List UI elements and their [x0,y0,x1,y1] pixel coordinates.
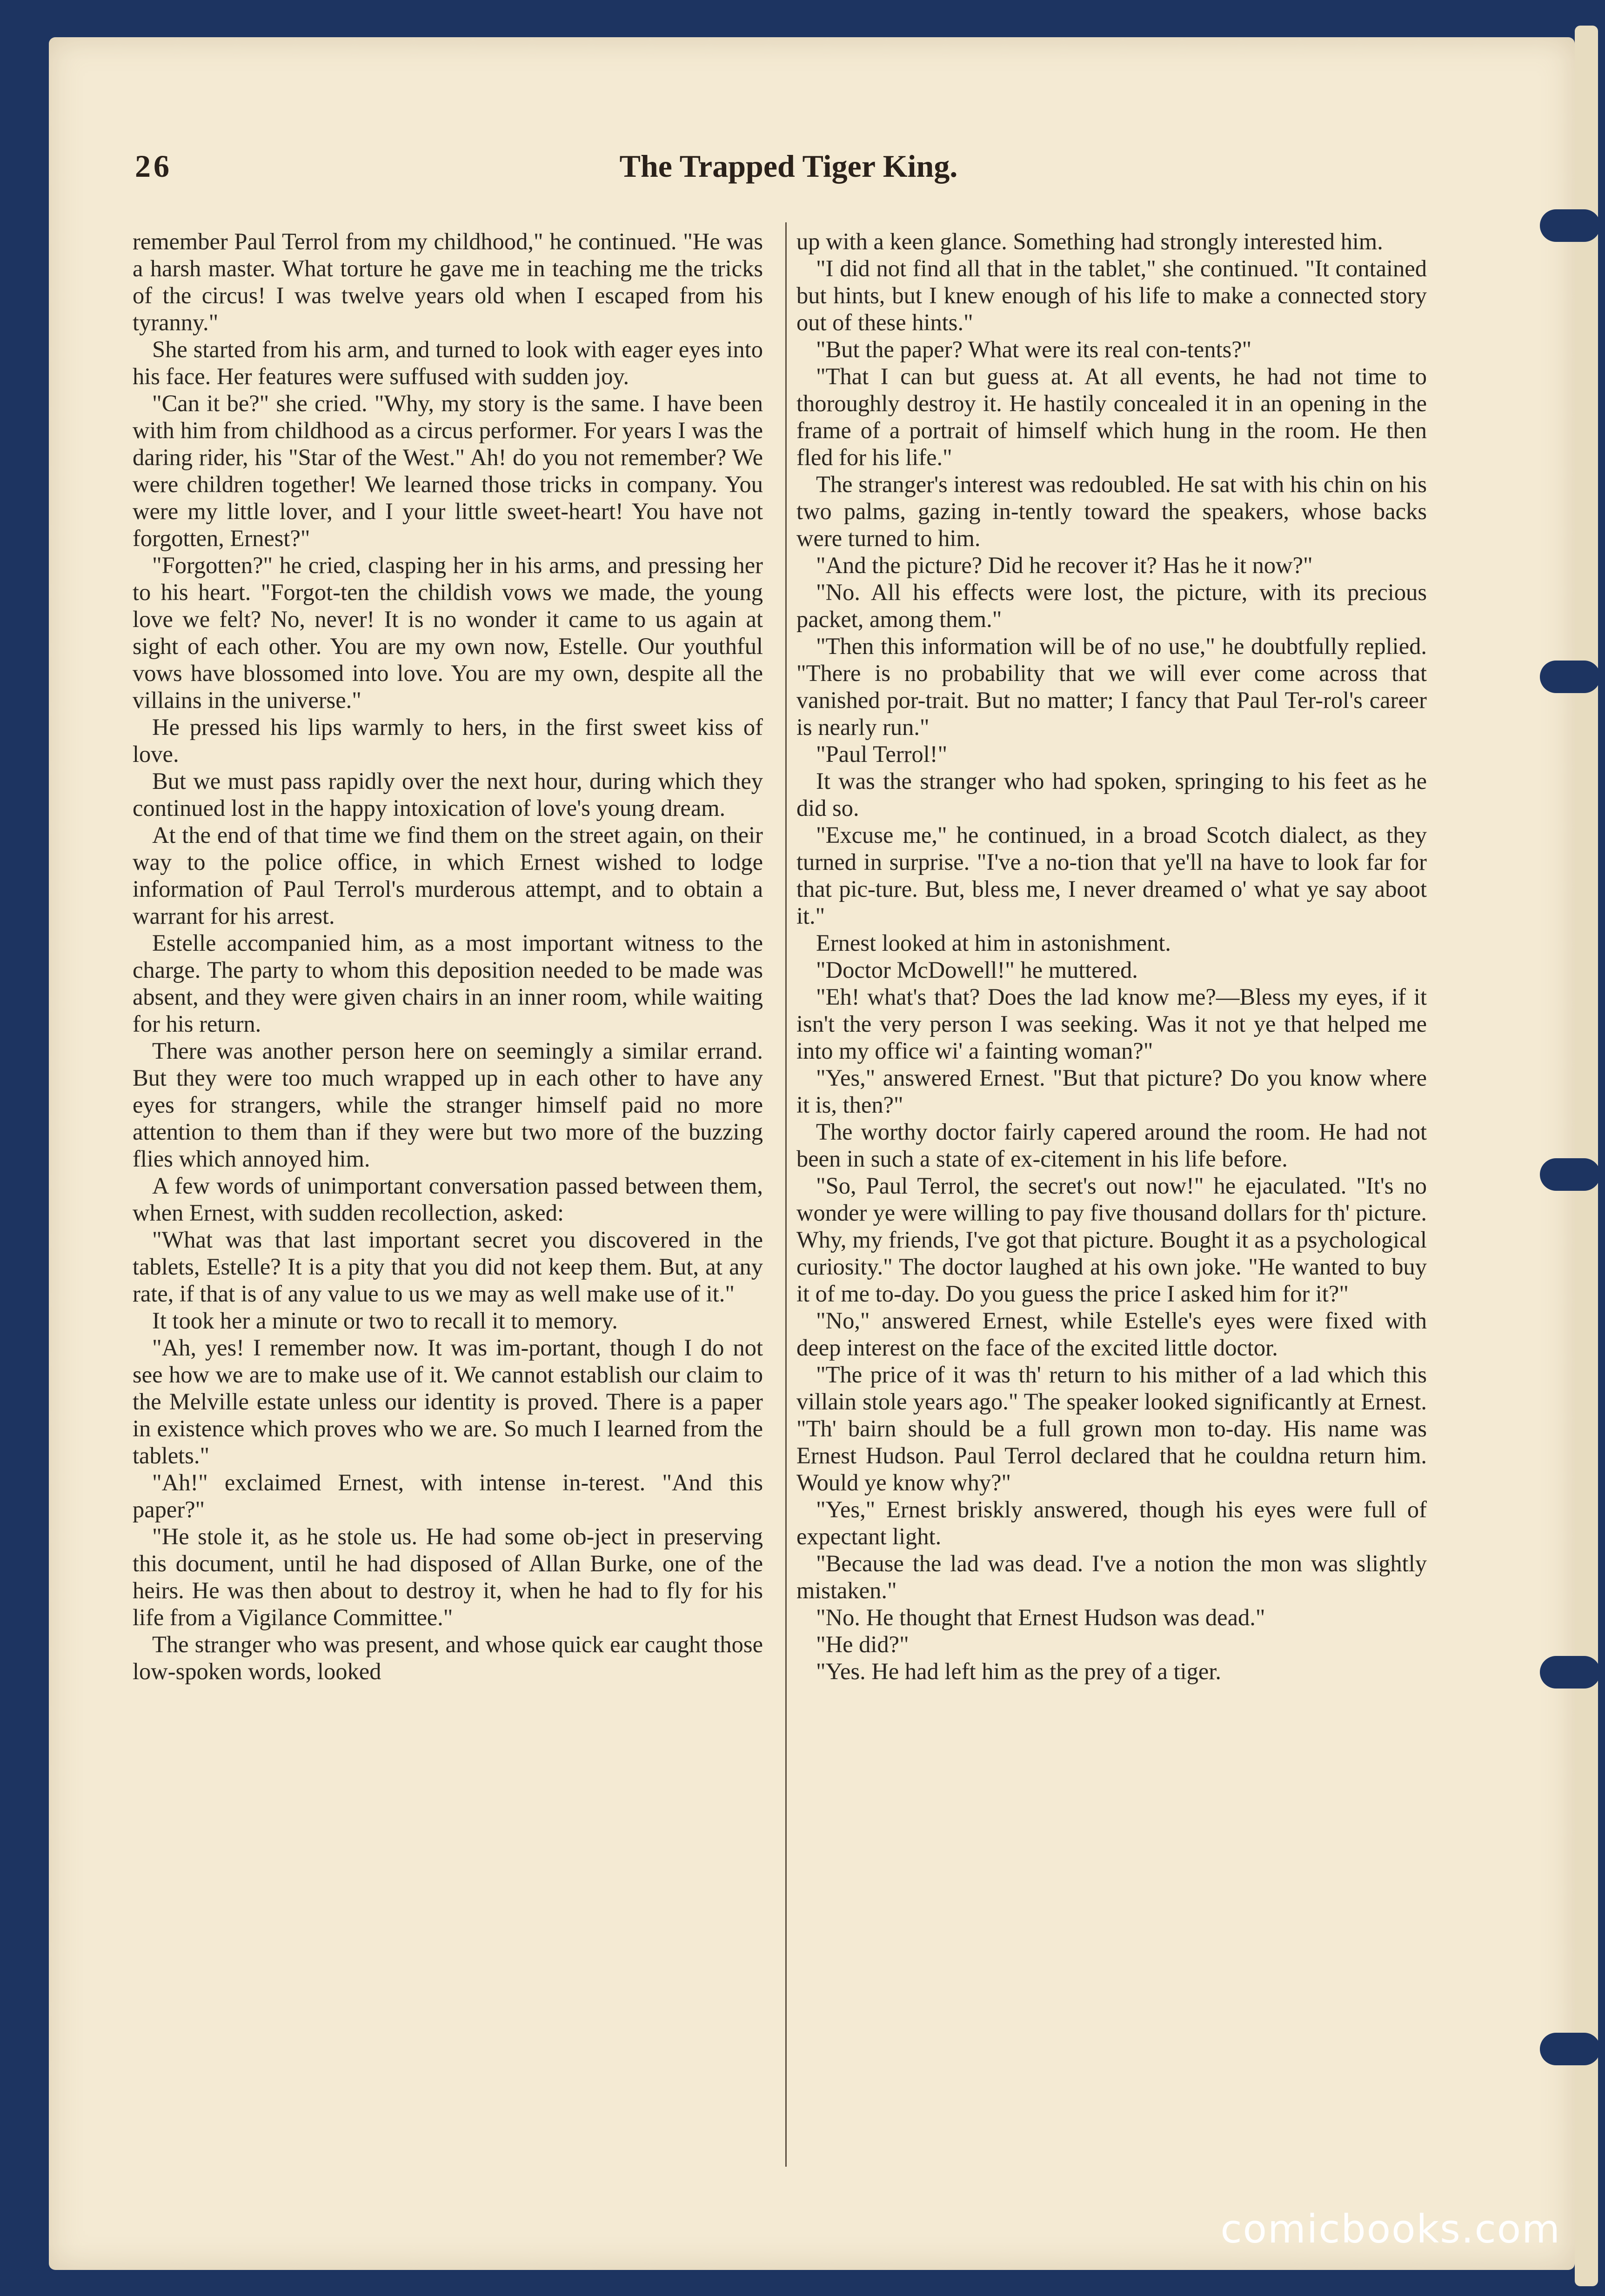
paragraph: The stranger's interest was redoubled. He sat with his chin on his two palms, gazing in-tently toward the speakers, whose backs were turned to him. [796,471,1427,551]
paragraph: "The price of it was th' return to his mither of a lad which this villain stole years ago." The speaker looked significantly at Ernest. "Th' bairn should be a full grown mon to-day. His name was Ernest Hudson. Paul Terrol declared that he couldna return him. Would ye know why?" [796,1362,1427,1495]
paragraph: The worthy doctor fairly capered around the room. He had not been in such a state of ex-citement in his life before. [796,1119,1427,1172]
paragraph: "Forgotten?" he cried, clasping her in his arms, and pressing her to his heart. "Forgot-ten the childish vows we made, the young love we felt? No, never! It is no wonder it came to us again at sight of each other. You are my own now, Estelle. Our youthful vows have blossomed into love. You are my own, despite all the villains in the universe." [133,552,763,713]
paragraph: He pressed his lips warmly to hers, in the first sweet kiss of love. [133,714,763,767]
watermark: comicbooks.com [1220,2206,1561,2252]
paragraph: Estelle accompanied him, as a most important witness to the charge. The party to whom this deposition needed to be made was absent, and they were given chairs in an inner room, while waiting for his return. [133,930,763,1037]
paragraph: But we must pass rapidly over the next hour, during which they continued lost in the happy intoxication of love's young dream. [133,768,763,821]
paragraph: There was another person here on seemingly a similar errand. But they were too much wrapped up in each other to have any eyes for strangers, while the stranger himself paid no more attention to them than if they were but two more of the buzzing flies which annoyed him. [133,1038,763,1172]
paragraph: "He did?" [816,1631,909,1657]
paragraph: "And the picture? Did he recover it? Has he it now?" [816,552,1313,578]
binding-hole [1540,661,1600,693]
paragraph: It took her a minute or two to recall it to memory. [152,1308,618,1334]
paragraph: "What was that last important secret you discovered in the tablets, Estelle? It is a pity that you did not keep them. But, at any rate, if that is of any value to us we may as well make use of it." [133,1227,763,1307]
paragraph: "No. He thought that Ernest Hudson was dead." [816,1604,1265,1630]
binding-hole [1540,2033,1600,2065]
paragraph: "Yes," answered Ernest. "But that picture? Do you know where it is, then?" [796,1065,1427,1118]
page-number: 26 [135,148,172,184]
paragraph: "Doctor McDowell!" he muttered. [816,957,1138,983]
paragraph: "Eh! what's that? Does the lad know me?—Bless my eyes, if it isn't the very person I was seeking. Was it not ye that helped me into my office wi' a fainting woman?" [796,984,1427,1064]
paragraph: It was the stranger who had spoken, springing to his feet as he did so. [796,768,1427,821]
paragraph: remember Paul Terrol from my childhood," he continued. "He was a harsh master. What torture he gave me in teaching me the tricks of the circus! I was twelve years old when I escaped from his tyranny." [133,228,763,335]
binding-hole [1540,209,1600,242]
paragraph: "That I can but guess at. At all events, he had not time to thoroughly destroy it. He hastily concealed it in an opening in the frame of a portrait of himself which hung in the room. He then fled for his life." [796,363,1427,470]
page-edge [1575,26,1598,2286]
paragraph: At the end of that time we find them on the street again, on their way to the police office, in which Ernest wished to lodge information of Paul Terrol's murderous attempt, and to obtain a warrant for his arrest. [133,822,763,929]
paragraph: "Because the lad was dead. I've a notion the mon was slightly mistaken." [796,1550,1427,1603]
paragraph: She started from his arm, and turned to look with eager eyes into his face. Her features were suffused with sudden joy. [133,336,763,389]
left-column [133,228,763,1685]
right-column [796,228,1427,1685]
paragraph: Ernest looked at him in astonishment. [816,930,1171,956]
paragraph: "Can it be?" she cried. "Why, my story is the same. I have been with him from childhood as a circus performer. For years I was the daring rider, his "Star of the West." Ah! do you not remember? We were children together! We learned those tricks in company. You were my little lover, and I your little sweet-heart! You have not forgotten, Ernest?" [133,390,763,551]
paragraph: The stranger who was present, and whose quick ear caught those low-spoken words, looked [133,1631,763,1684]
paragraph: A few words of unimportant conversation passed between them, when Ernest, with sudden recollection, asked: [133,1173,763,1226]
paragraph: "So, Paul Terrol, the secret's out now!" he ejaculated. "It's no wonder ye were willing to pay five thousand dollars for th' picture. Why, my friends, I've got that picture. Bought it as a psychological curiosity." The doctor laughed at his own joke. "He wanted to buy it of me to-day. Do you guess the price I asked him for it?" [796,1173,1427,1307]
paragraph: "Yes," Ernest briskly answered, though his eyes were full of expectant light. [796,1496,1427,1549]
running-title: The Trapped Tiger King. [619,148,958,184]
paragraph: "Paul Terrol!" [816,741,948,767]
paragraph: "I did not find all that in the tablet," she continued. "It contained but hints, but I knew enough of his life to make a connected story out of these hints." [796,255,1427,335]
paragraph: "No," answered Ernest, while Estelle's eyes were fixed with deep interest on the face of the excited little doctor. [796,1308,1427,1361]
page-header [135,148,1442,190]
paragraph: "Then this information will be of no use," he doubtfully replied. "There is no probability that we will ever come across that vanished por-trait. But no matter; I fancy that Paul Ter-rol's career is nearly run." [796,633,1427,740]
paragraph: "Excuse me," he continued, in a broad Scotch dialect, as they turned in surprise. "I've a no-tion that ye'll na have to look far for that pic-ture. But, bless me, I never dreamed o' what ye say aboot it." [796,822,1427,929]
paragraph: "Ah!" exclaimed Ernest, with intense in-terest. "And this paper?" [133,1469,763,1522]
column-divider [785,222,787,2167]
binding-hole [1540,1656,1600,1689]
binding-hole [1540,1158,1600,1191]
paragraph: "Yes. He had left him as the prey of a tiger. [816,1658,1221,1684]
paragraph: up with a keen glance. Something had strongly interested him. [796,228,1383,254]
paragraph: "But the paper? What were its real con-tents?" [816,336,1252,362]
paragraph: "No. All his effects were lost, the picture, with its precious packet, among them." [796,579,1427,632]
paragraph: "Ah, yes! I remember now. It was im-portant, though I do not see how we are to make use of it. We cannot establish our claim to the Melville estate unless our identity is proved. There is a paper in existence which proves who we are. So much I learned from the tablets." [133,1335,763,1468]
paragraph: "He stole it, as he stole us. He had some ob-ject in preserving this document, until he had disposed of Allan Burke, one of the heirs. He was then about to destroy it, when he had to fly for his life from a Vigilance Committee." [133,1523,763,1630]
